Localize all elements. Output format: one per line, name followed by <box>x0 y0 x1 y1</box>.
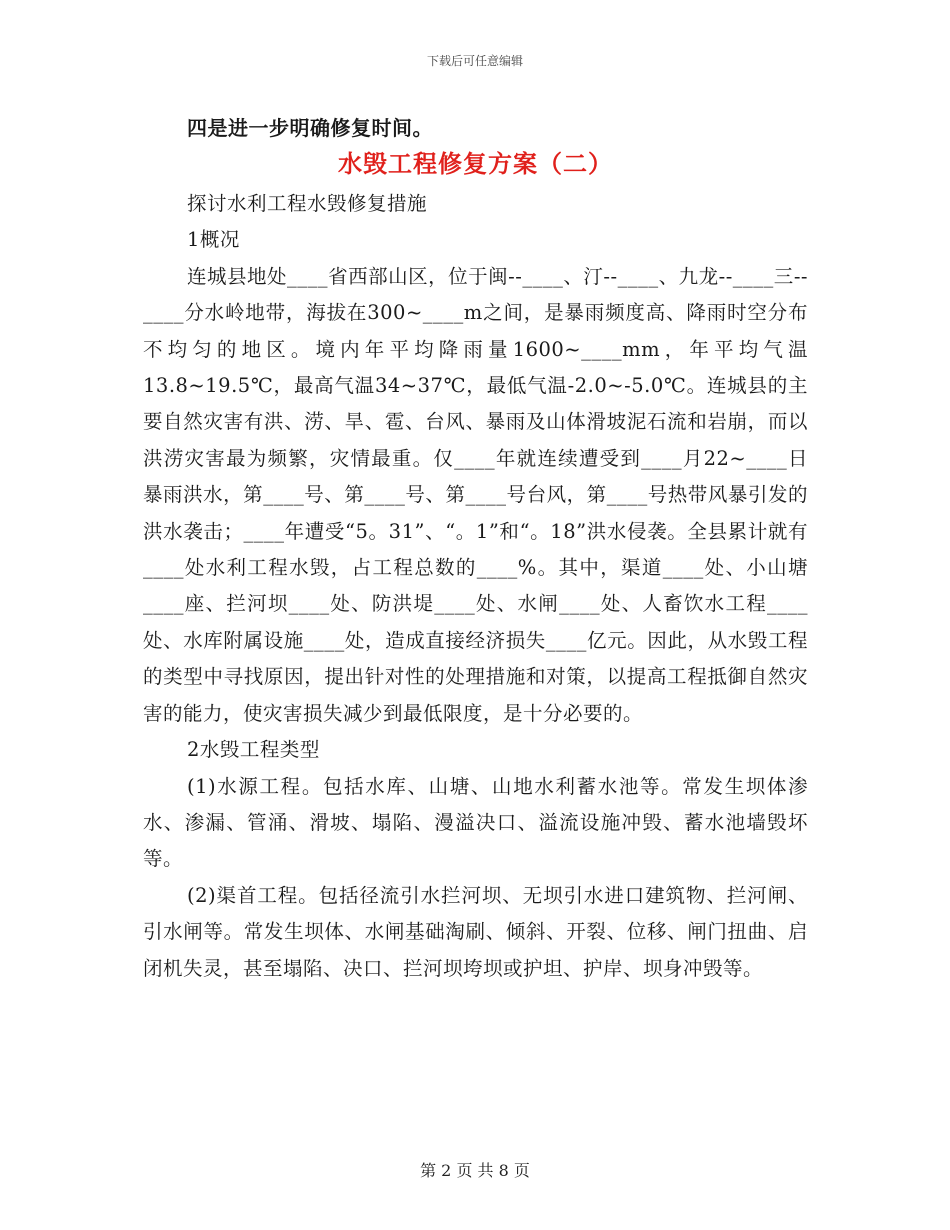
document-title: 水毁工程修复方案（二） <box>338 150 613 178</box>
intro-line: 四是进一步明确修复时间。 <box>187 116 433 140</box>
paragraph-headworks: (2)渠首工程。包括径流引水拦河坝、无坝引水进口建筑物、拦河闸、引水闸等。常发生坝体、水闸基础淘刷、倾斜、开裂、位移、闸门扭曲、启闭机失灵，甚至塌陷、决口、拦河坝垮坝或护坦、护岸、坝身冲毁等。 <box>143 883 808 980</box>
document-body <box>143 110 808 987</box>
paragraph-subtitle: 探讨水利工程水毁修复措施 <box>187 192 428 215</box>
section-heading-overview: 1概况 <box>187 228 240 252</box>
page-header: 下载后可任意编辑 <box>426 54 523 68</box>
page-footer: 第 2 页 共 8 页 <box>420 1161 530 1180</box>
paragraph-water-source: (1)水源工程。包括水库、山塘、山地水利蓄水池等。常发生坝体渗水、渗漏、管涌、滑坡、塌陷、漫溢决口、溢流设施冲毁、蓄水池墙毁坏等。 <box>143 774 808 871</box>
paragraph-overview: 连城县地处____省西部山区，位于闽--____、汀--____、九龙--____三--____分水岭地带，海拔在300~____m之间，是暴雨频度高、降雨时空分布不均匀的地区。境内年平均降雨量1600~____mm，年平均气温13.8~19.5℃，最高气温34~37℃，最低气温-2.0~-5.0℃。连城县的主要自然灾害有洪、涝、旱、雹、台风、暴雨及山体滑坡泥石流和岩崩，而以洪涝灾害最为频繁，灾情最重。仅____年就连续遭受到____月22~____日暴雨洪水，第____号、第____号、第____号台风，第____号热带风暴引发的洪水袭击；____年遭受“5。31”、“。1”和“。18”洪水侵袭。全县累计就有____处水利工程水毁，占工程总数的____%。其中，渠道____处、小山塘____座、拦河坝____处、防洪堤____处、水闸____处、人畜饮水工程____处、水库附属设施____处，造成直接经济损失____亿元。因此，从水毁工程的类型中寻找原因，提出针对性的处理措施和对策，以提高工程抵御自然灾害的能力，使灾害损失减少到最低限度，是十分必要的。 <box>143 264 808 725</box>
section-heading-types: 2水毁工程类型 <box>187 738 320 762</box>
